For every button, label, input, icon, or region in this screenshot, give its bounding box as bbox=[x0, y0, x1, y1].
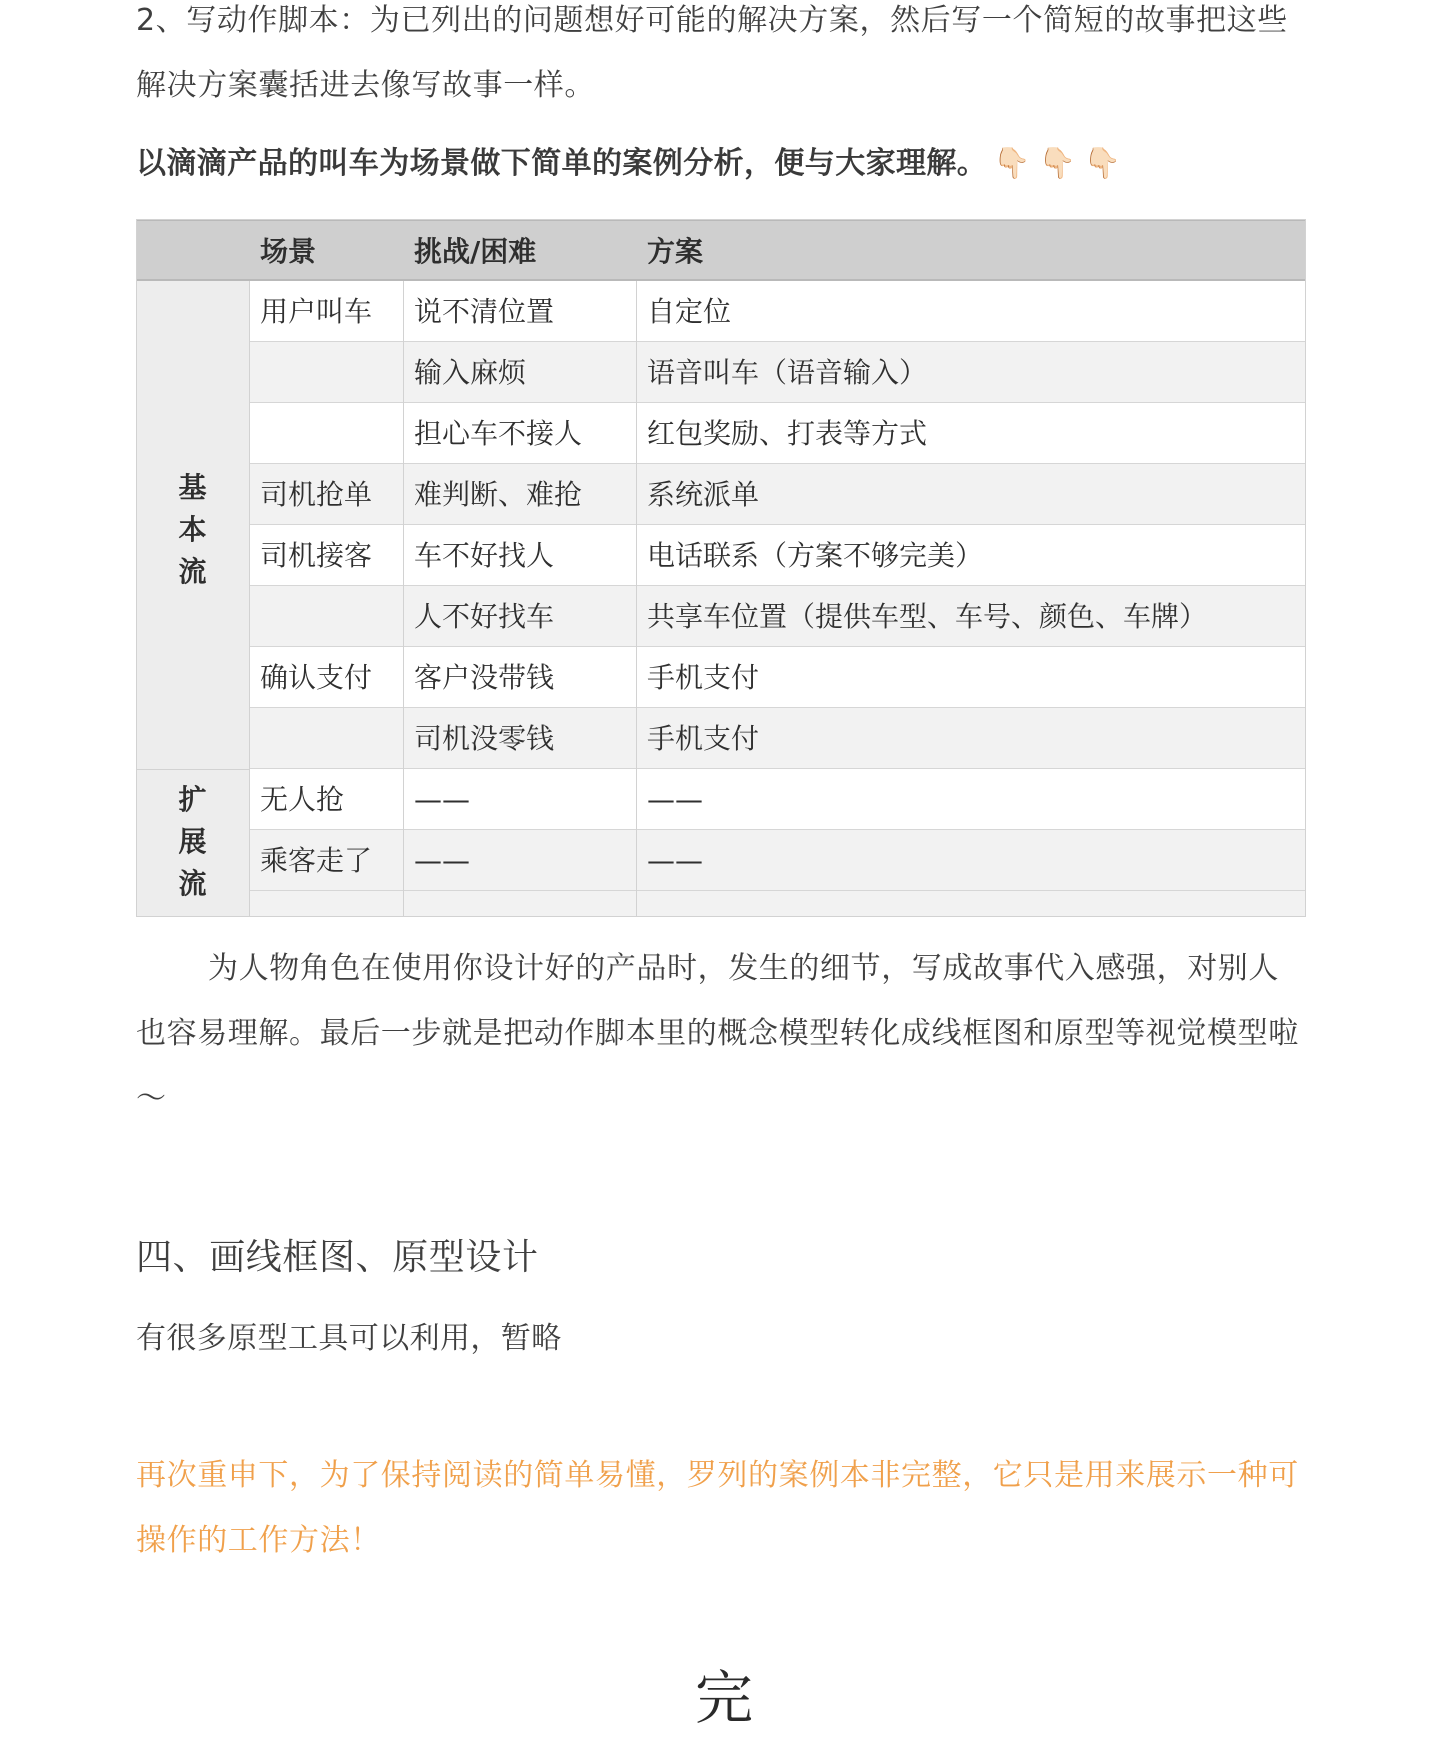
story-text: 为人物角色在使用你设计好的产品时，发生的细节，写成故事代入感强，对别人也容易理解。最后一步就是把动作脚本里的概念模型转化成线框图和原型等视觉模型啦～ bbox=[136, 951, 1299, 1116]
cell-scene: 司机接客 bbox=[260, 539, 373, 572]
group-label-char: 扩 bbox=[178, 783, 207, 816]
cell-solution: 自定位 bbox=[647, 295, 732, 328]
table-row bbox=[249, 830, 1306, 891]
table-header bbox=[136, 219, 1306, 281]
pointing-down-icon: 👇🏻👇🏻👇🏻 bbox=[993, 146, 1130, 181]
case-intro-paragraph bbox=[136, 132, 1306, 196]
end-mark: 完 bbox=[694, 1664, 753, 1732]
table-row bbox=[249, 586, 1306, 647]
cell-challenge: 难判断、难抢 bbox=[414, 478, 583, 511]
cell-solution: 手机支付 bbox=[647, 661, 760, 694]
cell-challenge: 车不好找人 bbox=[414, 539, 555, 572]
cell-challenge: 说不清位置 bbox=[414, 295, 555, 328]
cell-solution: 手机支付 bbox=[647, 722, 760, 755]
table-divider bbox=[249, 281, 250, 917]
cell-scene: 确认支付 bbox=[260, 661, 373, 694]
cell-challenge: —— bbox=[414, 844, 470, 877]
table-row bbox=[249, 342, 1306, 403]
cell-challenge: —— bbox=[414, 783, 470, 816]
group-label-basic bbox=[136, 467, 249, 593]
cell-challenge: 客户没带钱 bbox=[414, 661, 555, 694]
group-label-extension bbox=[136, 779, 249, 905]
cell-challenge: 输入麻烦 bbox=[414, 356, 527, 389]
section4-body: 有很多原型工具可以利用，暂略 bbox=[136, 1321, 562, 1356]
case-intro-text: 以滴滴产品的叫车为场景做下简单的案例分析，便与大家理解。 bbox=[136, 146, 988, 181]
cell-scene: 司机抢单 bbox=[260, 478, 373, 511]
header-challenge: 挑战/困难 bbox=[414, 235, 537, 268]
cell-solution: 系统派单 bbox=[647, 478, 760, 511]
group-label-char: 基 bbox=[178, 471, 207, 504]
disclaimer-note: 再次重申下，为了保持阅读的简单易懂，罗列的案例本非完整，它只是用来展示一种可操作的工作方法！ bbox=[136, 1458, 1299, 1558]
cell-challenge: 司机没零钱 bbox=[414, 722, 555, 755]
group-label-char: 本 bbox=[178, 513, 207, 546]
cell-solution: 共享车位置（提供车型、车号、颜色、车牌） bbox=[647, 600, 1208, 633]
table-row bbox=[249, 464, 1306, 525]
cell-challenge: 担心车不接人 bbox=[414, 417, 583, 450]
table-row bbox=[249, 403, 1306, 464]
table-divider bbox=[636, 281, 637, 917]
cell-solution: —— bbox=[647, 844, 703, 877]
table-row bbox=[249, 647, 1306, 708]
table-row bbox=[249, 708, 1306, 769]
table-row bbox=[249, 525, 1306, 586]
cell-solution: 电话联系（方案不够完美） bbox=[647, 539, 984, 572]
table-row bbox=[249, 769, 1306, 830]
header-solution: 方案 bbox=[647, 235, 704, 268]
cell-scene: 用户叫车 bbox=[260, 295, 373, 328]
section4-heading: 四、画线框图、原型设计 bbox=[136, 1237, 539, 1278]
cell-scene: 乘客走了 bbox=[260, 844, 373, 877]
table-divider bbox=[403, 281, 404, 917]
table-row bbox=[249, 281, 1306, 342]
story-paragraph bbox=[136, 936, 1306, 1131]
cell-challenge: 人不好找车 bbox=[414, 600, 555, 633]
group-separator bbox=[136, 769, 249, 770]
cell-solution: 红包奖励、打表等方式 bbox=[647, 417, 928, 450]
cell-solution: 语音叫车（语音输入） bbox=[647, 356, 928, 389]
cell-scene: 无人抢 bbox=[260, 783, 345, 816]
group-label-char: 展 bbox=[178, 825, 207, 858]
header-scene: 场景 bbox=[260, 235, 317, 268]
case-table bbox=[136, 219, 1306, 917]
cell-solution: —— bbox=[647, 783, 703, 816]
group-label-char: 流 bbox=[178, 555, 207, 588]
step2-paragraph: 2、写动作脚本：为已列出的问题想好可能的解决方案，然后写一个简短的故事把这些解决方案囊括进去像写故事一样。 bbox=[136, 3, 1288, 103]
group-label-char: 流 bbox=[178, 867, 207, 900]
